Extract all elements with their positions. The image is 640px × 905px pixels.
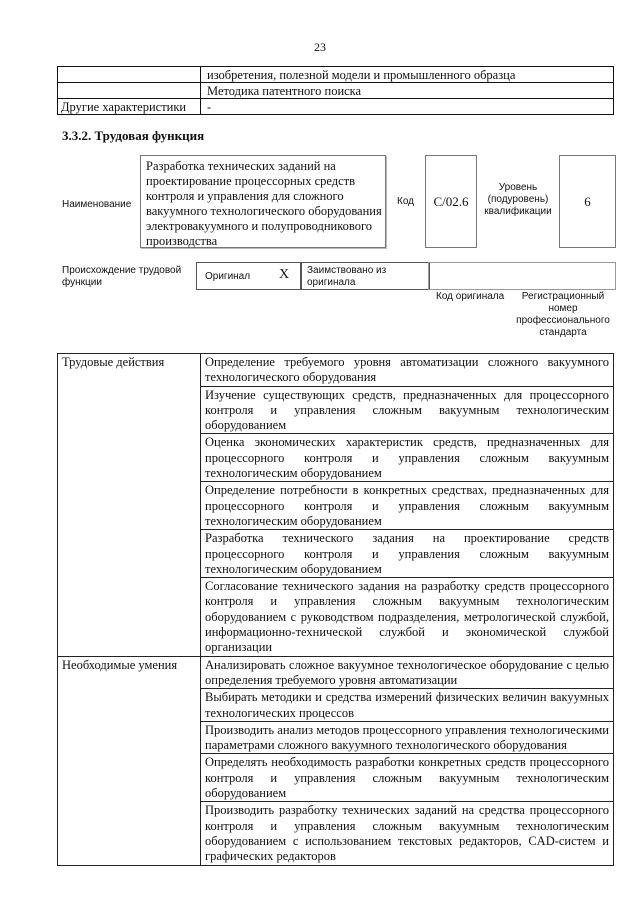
top-table-border [613,66,614,115]
labor-actions-label: Трудовые действия [58,354,201,657]
skills-label: Необходимые умения [58,656,201,865]
page-number: 23 [314,40,326,54]
table-row [58,656,614,689]
original-mark: X [279,267,290,282]
labor-action-item: Изучение существующих средств, предназначенных для процессорного контроля и управления сложным вакуумным технологическим оборудованием [201,386,614,434]
function-code-box [425,155,477,248]
function-name-value: Разработка технических заданий на проектирование процессорных средств контроля и управления для сложного вакуумного технологического оборудования электровакуумного и полупроводникового производства [146,159,382,248]
original-label: Оригинал [205,271,251,282]
other-characteristics-value: - [207,100,212,114]
table-row [58,354,614,387]
top-table-row1: изобретения, полезной модели и промышленного образца [207,68,516,82]
skill-item: Определять необходимость разработки конкретных средств процессорного контроля и управления сложным вакуумным технологическим оборудованием [201,754,614,802]
name-label: Наименование [62,199,132,210]
qualification-level-label: Уровень (подуровень) квалификации [484,182,552,217]
top-table-border [200,66,201,115]
labor-action-item: Определение потребности в конкретных средствах, предназначенных для процессорного контроля и управления сложным вакуумным технологическим оборудованием [201,482,614,530]
function-name-box [140,155,386,248]
qualification-level-value: 6 [584,194,591,209]
original-cell [196,262,302,290]
skill-item: Анализировать сложное вакуумное технологическое оборудование с целью определения требуемого уровня автоматизации [201,656,614,689]
registration-number-caption: Регистрационный номер профессионального стандарта [516,291,610,338]
skill-item: Производить анализ методов процессорного управления технологическими параметрами сложного вакуумного технологического оборудования [201,721,614,754]
borrowed-cell [300,262,430,290]
section-title: 3.3.2. Трудовая функция [62,128,205,143]
labor-action-item: Разработка технического задания на проектирование средств процессорного контроля и управления сложным вакуумным технологическим оборудованием [201,530,614,578]
skill-item: Выбирать методики и средства измерений физических величин вакуумных технологических процессов [201,689,614,722]
function-code-value: C/02.6 [433,194,469,209]
labor-action-item: Оценка экономических характеристик средств, предназначенных для процессорного контроля и управления сложным вакуумным технологическим оборудованием [201,434,614,482]
top-table-border [57,66,58,115]
origin-code-cell [428,262,616,290]
borrowed-label: Заимствовано из оригинала [307,265,387,288]
labor-action-item: Согласование технического задания на разработку средств процессорного контроля и управления сложным вакуумным технологическим оборудованием с руководством подразделения, метрологической службой, информационно-технической службой и экономической службой организации [201,578,614,656]
qualification-level-box [559,155,616,248]
labor-action-item: Определение требуемого уровня автоматизации сложного вакуумного технологического оборудования [201,354,614,387]
other-characteristics-label: Другие характеристики [61,100,187,114]
code-label: Код [397,196,415,207]
skill-item: Производить разработку технических заданий на средства процессорного контроля и управления сложным вакуумным технологическим оборудованием с использованием текстовых редакторов, CAD-систем и графических редакторов [201,802,614,865]
original-code-caption: Код оригинала [436,291,505,302]
requirements-table [57,353,614,866]
origin-label: Происхождение трудовой функции [62,265,182,288]
top-table-row2: Методика патентного поиска [207,84,362,98]
